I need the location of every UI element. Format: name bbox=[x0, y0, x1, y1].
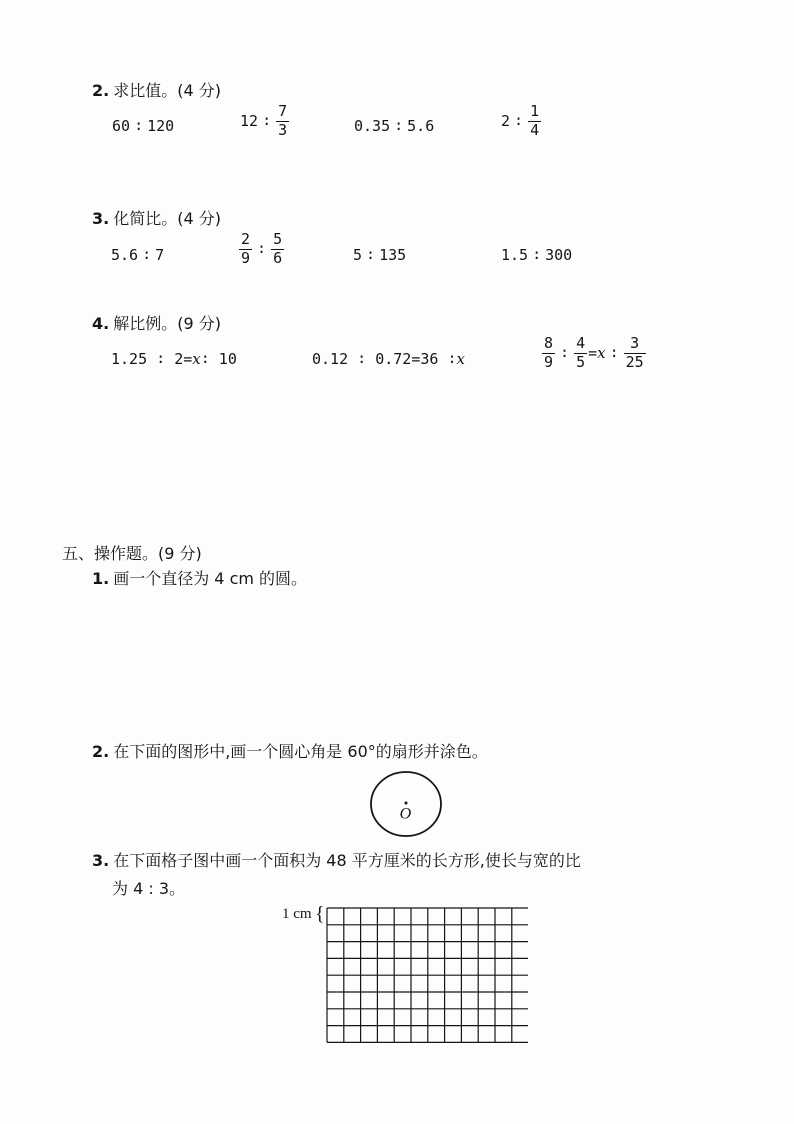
q2-title: 求比值。(4 分) bbox=[113, 81, 221, 100]
q2-item-4: 2 ∶ $\frac{1}{4}$ bbox=[501, 102, 540, 139]
q4-item-2: 0.12 ∶ 0.72=36 ∶ x bbox=[312, 350, 465, 368]
circle-figure bbox=[369, 770, 443, 838]
q3-heading bbox=[92, 206, 221, 229]
fraction: $\frac{2}{9}$ bbox=[241, 230, 251, 267]
s5-q3-line2: 为 4 : 3。 bbox=[112, 879, 186, 898]
s5-q2: 2. 在下面的图形中,画一个圆心角是 60°的扇形并涂色。 bbox=[92, 742, 488, 761]
section5-title: 五、操作题。(9 分) bbox=[62, 544, 202, 563]
q2-item-1: 60 ∶ 120 bbox=[112, 117, 175, 135]
grid-lines bbox=[326, 907, 528, 1043]
brace-icon: { bbox=[315, 903, 325, 925]
fraction: $\frac{4}{5}$ bbox=[576, 334, 586, 371]
q4-item-1: 1.25 ∶ 2= x ∶ 10 bbox=[111, 350, 237, 368]
q2-number: 2. bbox=[92, 81, 110, 100]
q4-number: 4. bbox=[92, 314, 110, 333]
q3-item-2: $\frac{2}{9}$ ∶ $\frac{5}{6}$ bbox=[241, 230, 283, 267]
q4-item-3: $\frac{8}{9}$ ∶ $\frac{4}{5}$ = x ∶ $\frac{3}{25}$ bbox=[544, 334, 644, 371]
q3-item-4: 1.5 ∶ 300 bbox=[501, 246, 573, 264]
q2-item-3: 0.35 ∶ 5.6 bbox=[354, 117, 435, 135]
q4-heading bbox=[92, 311, 221, 334]
q4-title: 解比例。(9 分) bbox=[113, 314, 221, 333]
fraction: $\frac{1}{4}$ bbox=[530, 102, 540, 139]
q3-item-3: 5 ∶ 135 bbox=[353, 246, 407, 264]
s5-q3: 3. 在下面格子图中画一个面积为 48 平方厘米的长方形,使长与宽的比 bbox=[92, 851, 581, 870]
q2-heading bbox=[92, 78, 221, 101]
q3-title: 化简比。(4 分) bbox=[113, 209, 221, 228]
q2-item-2: 12 ∶ $\frac{7}{3}$ bbox=[240, 102, 288, 139]
square-grid bbox=[326, 907, 528, 1047]
q3-item-1: 5.6 ∶ 7 bbox=[111, 246, 165, 264]
fraction: $\frac{8}{9}$ bbox=[544, 334, 554, 371]
center-label: O bbox=[400, 804, 412, 821]
fraction: $\frac{7}{3}$ bbox=[278, 102, 288, 139]
q3-number: 3. bbox=[92, 209, 110, 228]
fraction: $\frac{3}{25}$ bbox=[625, 334, 644, 371]
s5-q1: 1. 画一个直径为 4 cm 的圆。 bbox=[92, 569, 308, 588]
fraction: $\frac{5}{6}$ bbox=[273, 230, 283, 267]
grid-scale-label: 1 cm bbox=[282, 906, 312, 922]
